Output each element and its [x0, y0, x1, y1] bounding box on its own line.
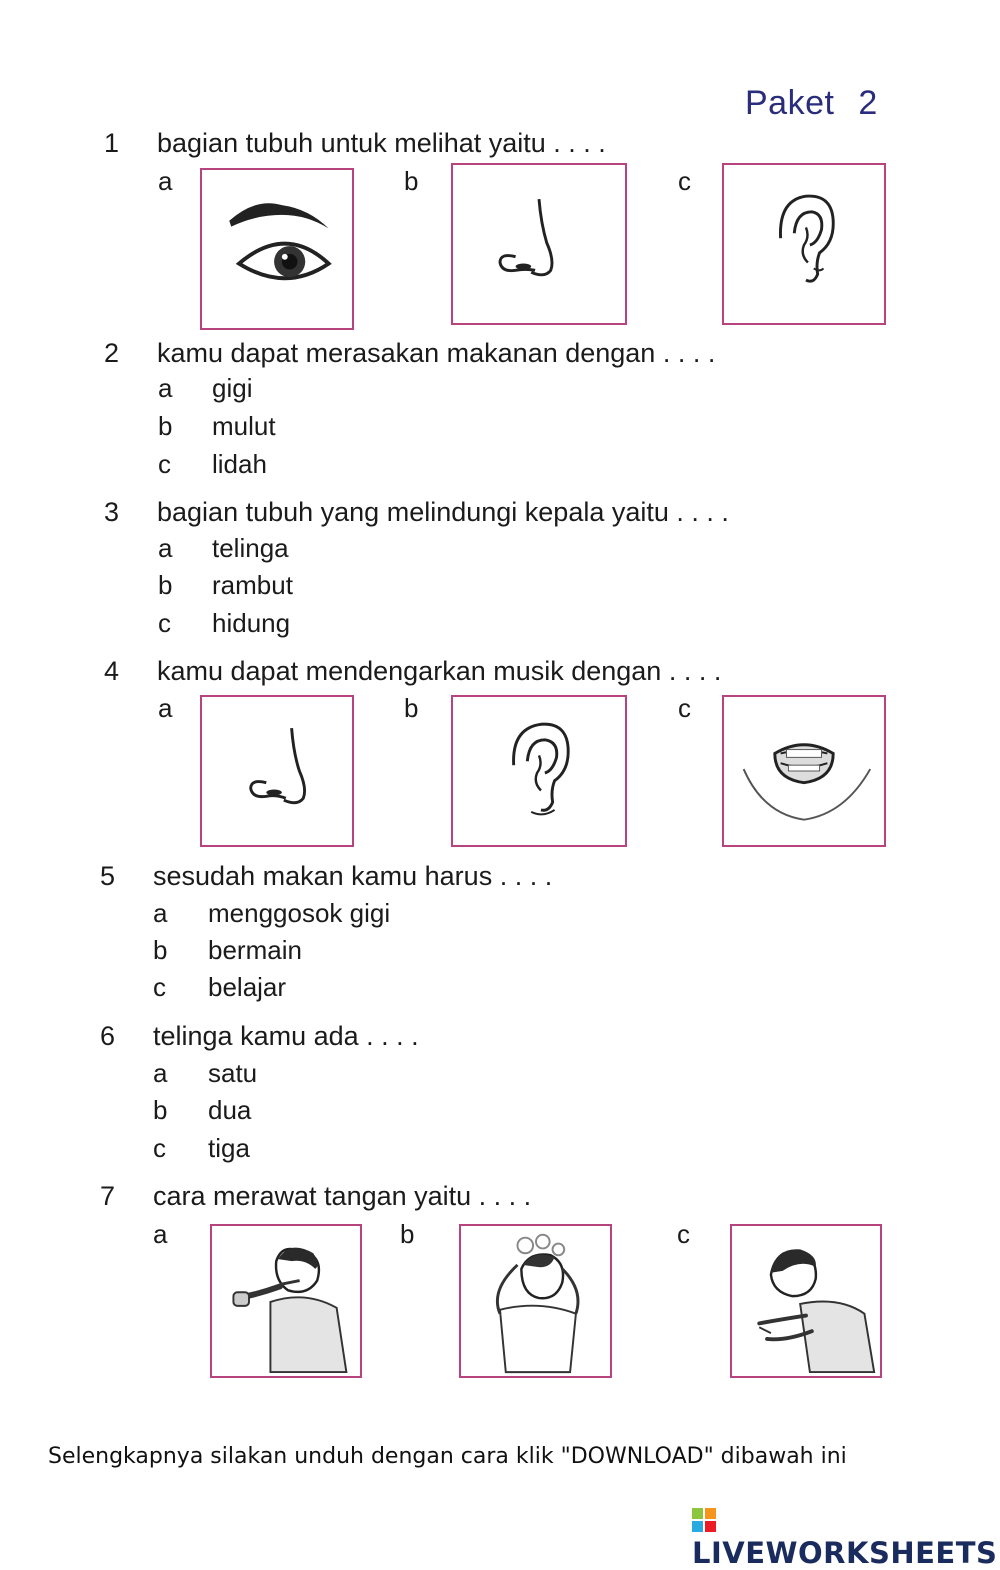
question-3-option-a-text[interactable]: telinga [212, 533, 289, 563]
question-6-option-c-letter[interactable]: c [153, 1133, 166, 1163]
liveworksheets-logo [692, 1502, 1000, 1570]
question-6-option-b-letter[interactable]: b [153, 1095, 168, 1125]
question-1-option-b-image[interactable] [451, 163, 627, 325]
question-3-text: bagian tubuh yang melindungi kepala yaitu . . . . [157, 497, 729, 527]
liveworksheets-logo-text: LIVEWORKSHEETS [692, 1536, 998, 1570]
question-4-option-a-letter: a [158, 693, 173, 723]
question-5-number: 5 [100, 861, 116, 891]
question-3-number: 3 [104, 497, 120, 527]
question-4-option-b-image[interactable] [451, 695, 627, 847]
question-1-option-c-image[interactable] [722, 163, 886, 325]
question-4-option-c-letter: c [678, 693, 691, 723]
question-4-number: 4 [104, 656, 120, 686]
question-2-option-a-text[interactable]: gigi [212, 373, 253, 403]
ear-icon [453, 697, 625, 845]
question-4-text: kamu dapat mendengarkan musik dengan . . . . [157, 656, 722, 686]
ear-icon [724, 165, 884, 323]
question-1-option-b-letter: b [404, 166, 419, 196]
question-5-option-c-text[interactable]: belajar [208, 972, 287, 1002]
question-3-option-b-letter[interactable]: b [158, 570, 173, 600]
question-7-option-b-letter: b [400, 1219, 415, 1249]
nose-icon [453, 165, 625, 323]
question-5-option-a-text[interactable]: menggosok gigi [208, 898, 391, 928]
question-7-option-b-image[interactable] [459, 1224, 612, 1378]
boy-washing-hair-icon [461, 1226, 610, 1376]
mouth-icon [724, 697, 884, 845]
question-6-option-c-text[interactable]: tiga [208, 1133, 250, 1163]
question-4-option-a-image[interactable] [200, 695, 354, 847]
question-7-option-a-letter: a [153, 1219, 168, 1249]
question-7-option-a-image[interactable] [210, 1224, 362, 1378]
question-6-text: telinga kamu ada . . . . [153, 1021, 419, 1051]
boy-cutting-nails-icon [732, 1226, 880, 1376]
question-6-option-b-text[interactable]: dua [208, 1095, 252, 1125]
question-2-text: kamu dapat merasakan makanan dengan . . . . [157, 338, 716, 368]
question-7-text: cara merawat tangan yaitu . . . . [153, 1181, 532, 1211]
question-5-option-c-letter[interactable]: c [153, 972, 166, 1002]
question-6-option-a-letter[interactable]: a [153, 1058, 168, 1088]
question-7-option-c-image[interactable] [730, 1224, 882, 1378]
eye-icon [202, 170, 352, 328]
question-2-number: 2 [104, 338, 120, 368]
question-3-option-b-text[interactable]: rambut [212, 570, 293, 600]
question-3-option-c-text[interactable]: hidung [212, 608, 291, 638]
liveworksheets-logo-icon [692, 1508, 716, 1532]
question-3-option-c-letter[interactable]: c [158, 608, 171, 638]
question-4-option-b-letter: b [404, 693, 419, 723]
question-1-option-c-letter: c [678, 166, 691, 196]
question-5-option-b-letter[interactable]: b [153, 935, 168, 965]
question-1-number: 1 [104, 128, 120, 158]
page-title: Paket 2 [745, 84, 878, 122]
question-5-option-a-letter[interactable]: a [153, 898, 168, 928]
question-7-number: 7 [100, 1181, 116, 1211]
question-2-option-b-text[interactable]: mulut [212, 411, 276, 441]
question-6-number: 6 [100, 1021, 116, 1051]
question-1-text: bagian tubuh untuk melihat yaitu . . . . [157, 128, 606, 158]
question-1-option-a-image[interactable] [200, 168, 354, 330]
question-5-text: sesudah makan kamu harus . . . . [153, 861, 553, 891]
boy-brushing-teeth-icon [212, 1226, 360, 1376]
download-instruction: Selengkapnya silakan unduh dengan cara klik "DOWNLOAD" dibawah ini [48, 1444, 847, 1469]
question-2-option-c-text[interactable]: lidah [212, 449, 267, 479]
nose-icon [202, 697, 352, 845]
question-6-option-a-text[interactable]: satu [208, 1058, 258, 1088]
question-2-option-c-letter[interactable]: c [158, 449, 171, 479]
question-1-option-a-letter: a [158, 166, 173, 196]
question-2-option-a-letter[interactable]: a [158, 373, 173, 403]
question-4-option-c-image[interactable] [722, 695, 886, 847]
question-5-option-b-text[interactable]: bermain [208, 935, 302, 965]
question-2-option-b-letter[interactable]: b [158, 411, 173, 441]
question-7-option-c-letter: c [677, 1219, 690, 1249]
question-3-option-a-letter[interactable]: a [158, 533, 173, 563]
